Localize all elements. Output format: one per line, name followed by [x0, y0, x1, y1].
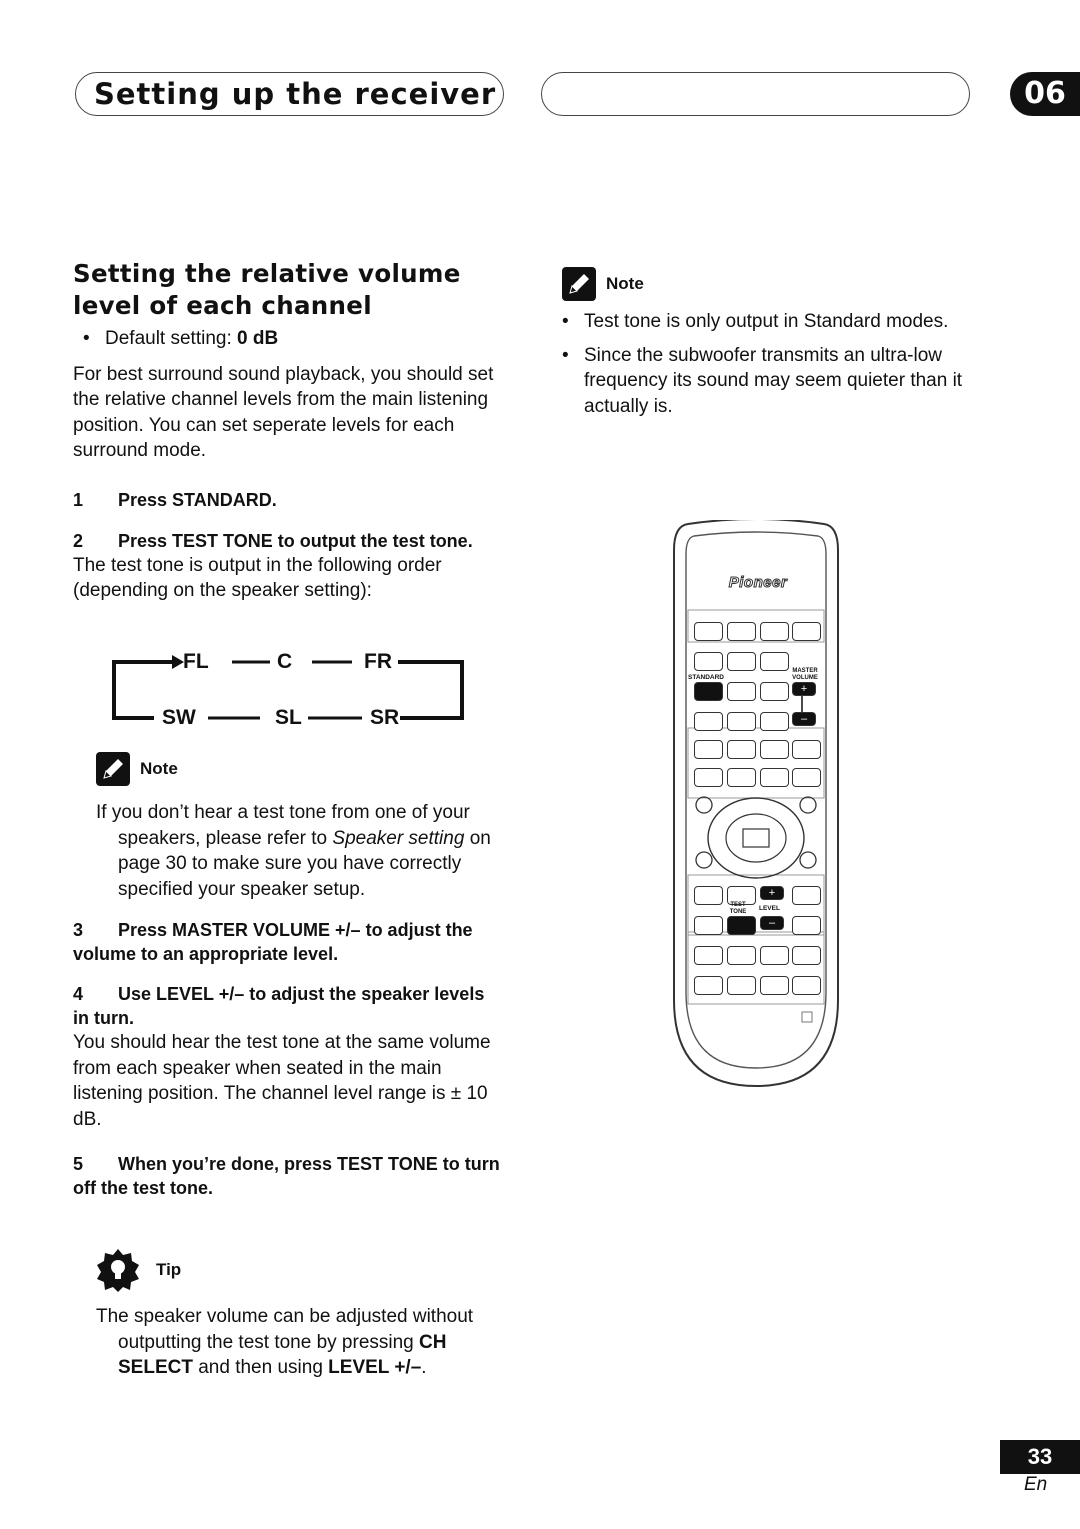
step-4: 4 Use LEVEL +/– to adjust the speaker levels in turn. [73, 984, 485, 1028]
test-tone-label: TEST TONE [729, 902, 747, 915]
steps-lower [73, 918, 505, 1200]
step-2: 2 Press TEST TONE to output the test tone. [73, 530, 473, 551]
remote-key[interactable] [694, 622, 723, 641]
remote-key[interactable] [694, 916, 723, 935]
remote-key[interactable] [792, 946, 821, 965]
note-left [96, 752, 506, 902]
remote-key[interactable] [727, 976, 756, 995]
remote-key[interactable] [760, 976, 789, 995]
left-column [73, 258, 505, 604]
remote-key[interactable] [760, 740, 789, 759]
step-3: 3 Press MASTER VOLUME +/– to adjust the volume to an appropriate level. [73, 920, 473, 964]
remote-key[interactable] [792, 916, 821, 935]
note-left-label: Note [140, 759, 178, 778]
chapter-number: 06 [1010, 72, 1080, 116]
pencil-icon [562, 267, 596, 301]
master-volume-label: MASTER VOLUME [792, 668, 818, 681]
speaker-sl: SL [275, 706, 302, 729]
note-left-text: If you don’t hear a test tone from one of your speakers, please refer to Speaker setting on page 30 to make sure you have correctly specified your speaker setup. [96, 802, 491, 900]
section-heading: Setting the relative volume level of each channel [73, 259, 461, 320]
speaker-c: C [277, 650, 293, 673]
remote-key[interactable] [792, 768, 821, 787]
speaker-fl: FL [183, 650, 209, 673]
standard-label: STANDARD [688, 674, 724, 681]
lightbulb-icon [96, 1248, 140, 1292]
page-number: 33 [1000, 1440, 1080, 1474]
master-volume-minus-button[interactable]: – [792, 712, 816, 726]
remote-key[interactable] [760, 622, 789, 641]
remote-key[interactable] [694, 740, 723, 759]
remote-key[interactable] [760, 768, 789, 787]
note-right-bullet-1: • Test tone is only output in Standard modes. [562, 309, 982, 335]
remote-outline [670, 520, 842, 1090]
language-code: En [1024, 1474, 1048, 1495]
remote-key[interactable] [760, 682, 789, 701]
remote-brand-logo: Pioneer [728, 574, 788, 591]
remote-key[interactable] [727, 682, 756, 701]
header-blank-pill [541, 72, 970, 116]
tip-label: Tip [156, 1260, 182, 1279]
remote-key[interactable] [792, 740, 821, 759]
step-1: 1 Press STANDARD. [73, 489, 277, 510]
remote-key[interactable] [760, 652, 789, 671]
standard-button[interactable] [694, 682, 723, 701]
note-right [562, 267, 982, 419]
remote-key[interactable] [727, 712, 756, 731]
remote-key[interactable] [792, 976, 821, 995]
remote-key[interactable] [694, 946, 723, 965]
section-title: Setting up the receiver [94, 77, 497, 111]
test-tone-button[interactable] [727, 916, 756, 935]
remote-key[interactable] [727, 622, 756, 641]
level-plus-button[interactable]: + [760, 886, 784, 900]
remote-key[interactable] [727, 768, 756, 787]
step-5: 5 When you’re done, press TEST TONE to turn off the test tone. [73, 1154, 500, 1198]
remote-key[interactable] [760, 712, 789, 731]
remote-key[interactable] [760, 946, 789, 965]
level-minus-button[interactable]: – [760, 916, 784, 930]
step-4-body: You should hear the test tone at the same volume from each speaker when seated in the main listening position. The channel level range is ± 10 dB. [73, 1032, 491, 1130]
speaker-sw: SW [162, 706, 196, 729]
remote-key[interactable] [792, 886, 821, 905]
remote-key[interactable] [792, 622, 821, 641]
remote-key[interactable] [694, 976, 723, 995]
intro-paragraph: For best surround sound playback, you should set the relative channel levels from the main listening position. You can set seperate levels for each surround mode. [73, 363, 494, 461]
header-title-pill [75, 72, 504, 116]
speaker-sr: SR [370, 706, 400, 729]
remote-control [670, 520, 842, 1090]
note-right-bullet-2: • Since the subwoofer transmits an ultra-low frequency its sound may seem quieter than it actually is. [562, 343, 982, 420]
remote-key[interactable] [727, 652, 756, 671]
remote-key[interactable] [694, 886, 723, 905]
pencil-icon [96, 752, 130, 786]
note-right-label: Note [606, 274, 644, 293]
speaker-fr: FR [364, 650, 392, 673]
tip-box [96, 1248, 506, 1381]
level-label: LEVEL [759, 905, 780, 912]
remote-key[interactable] [727, 740, 756, 759]
remote-key[interactable] [694, 652, 723, 671]
tip-text: The speaker volume can be adjusted without outputting the test tone by pressing CH SELECT and then using LEVEL +/–. [96, 1306, 474, 1378]
step-2-body: The test tone is output in the following order (depending on the speaker setting): [73, 554, 442, 601]
remote-key[interactable] [694, 768, 723, 787]
default-setting: • Default setting: 0 dB [83, 326, 505, 352]
remote-key[interactable] [694, 712, 723, 731]
remote-key[interactable] [727, 946, 756, 965]
master-volume-plus-button[interactable]: + [792, 682, 816, 696]
